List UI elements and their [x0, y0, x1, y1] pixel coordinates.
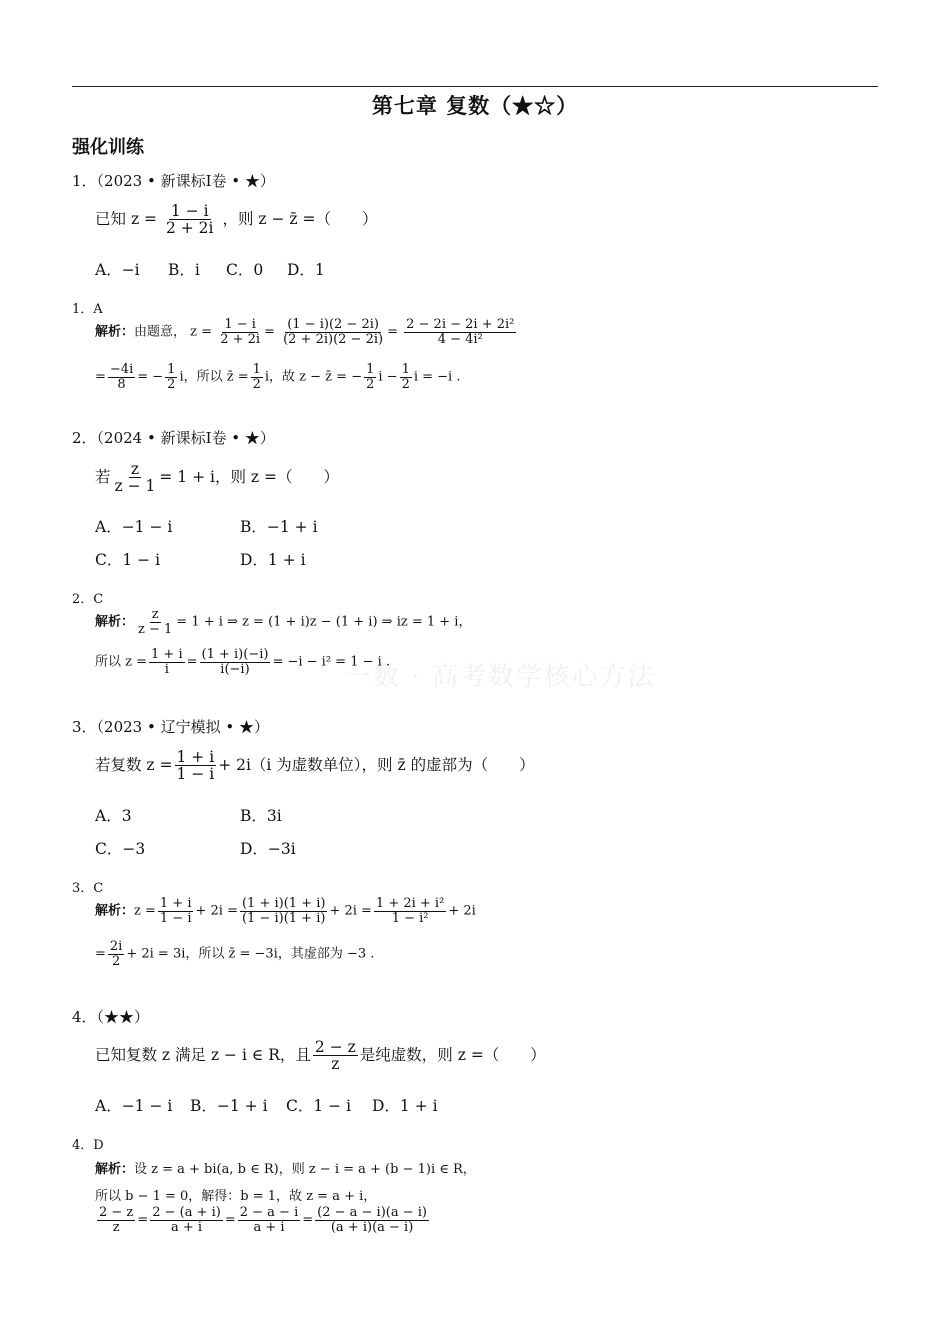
q4-solution-line2: 所以 b − 1 = 0，解得：b = 1，故 z = a + i，	[95, 1189, 377, 1204]
q4-f4n: (2 − a − i)(a − i)	[317, 1205, 427, 1220]
q3-option-a: A．3	[95, 807, 132, 825]
q1-fraction	[164, 203, 216, 237]
q1-solution-line2: = $\frac{-4i}{8}$ = − $\frac{1}{2}$ i，所以 z̄ = $\frac{1}{2}$ i，故 z − z̄ = − $\frac{1}{2}$ i − $\frac{1}{2}$ i = −i .	[95, 362, 461, 392]
section-title: 强化训练	[72, 137, 144, 158]
q2-fraction	[113, 461, 158, 495]
q4-num: 2 − z	[314, 1038, 356, 1056]
q3-f4n: 2i	[109, 939, 123, 954]
q1-sol-label: 解析：	[95, 324, 135, 340]
q1-solution-line1: 解析：由题意， z = $\frac{1 - i}{2 + 2i}$ = $\frac{(1 - i)(2 - 2i)}{(2 + 2i)(2 - 2i)}$ = $\frac{\text{2 − 2i − 2i + 2i²}}{\text{4 − 4i²}}$	[95, 317, 515, 347]
q1-f3d: 4 − 4i²	[437, 331, 483, 347]
q2-tail: = 1 + i，则 z =（ ）	[159, 467, 339, 486]
q2-den: z − 1	[114, 477, 156, 496]
q1-f4n: −4i	[109, 362, 134, 377]
q2-answer: 2．C	[72, 592, 104, 607]
q1-sol2e: i = −i .	[413, 369, 461, 385]
q4-f2d: a + i	[170, 1219, 203, 1235]
watermark: 一数 · 高考数学核心方法	[345, 662, 656, 692]
q4-f1n: 2 − z	[99, 1205, 134, 1220]
q3-sol-frac4	[108, 940, 124, 968]
q3-fraction	[175, 749, 217, 783]
q4-answer: 4．D	[72, 1138, 104, 1153]
q1-answer: 1．A	[72, 302, 103, 317]
q1-f5d: 2	[167, 376, 176, 392]
q1-f8d: 2	[401, 376, 410, 392]
q2-pre: 若	[95, 467, 111, 486]
q2-f2d: i	[164, 661, 169, 677]
q1-option-c: C．0	[226, 261, 264, 279]
q4-stem	[95, 1039, 546, 1073]
q3-sol2-tail: + 2i = 3i，所以 z̄ = −3i，其虚部为 −3 .	[126, 946, 375, 962]
q2-f1d: z − 1	[138, 621, 173, 637]
header-rule	[72, 86, 878, 87]
q1-option-d: D．1	[287, 261, 325, 279]
q1-sol2d: i −	[378, 369, 398, 385]
q3-head: 3．（2023 • 辽宁模拟 • ★）	[72, 718, 269, 736]
q1-sol2a: = −	[137, 369, 164, 385]
q4-solution-line3: $\frac{2 - z}{z}$ = $\frac{2 - (a + i)}{a + i}$ = $\frac{2 - a - i}{a + i}$ = $\frac{(2 - a - i)(a - i)}{(a + i)(a - i)}$	[99, 1205, 427, 1235]
q1-sol-frac1	[218, 318, 262, 346]
q3-sol-frac3	[374, 897, 446, 925]
q3-answer: 3．C	[72, 881, 104, 896]
q1-z: z =	[130, 209, 158, 228]
q1-f4d: 8	[117, 376, 126, 392]
q1-sol-frac2	[281, 318, 385, 346]
q2-option-c: C．1 − i	[95, 551, 161, 569]
q2-sol1-tail: = 1 + i ⇒ z = (1 + i)z − (1 + i) ⇒ iz = 1 + i，	[176, 614, 472, 630]
q2-f3n: (1 + i)(−i)	[201, 647, 269, 662]
q1-f6n: 1	[252, 362, 261, 377]
q2-sol-frac1	[136, 608, 174, 636]
q3-pre: 若复数 z =	[95, 755, 173, 774]
q3-f3n: 1 + 2i + i²	[375, 896, 445, 911]
q3-stem	[95, 749, 535, 783]
q2-head: 2．（2024 • 新课标Ⅰ卷 • ★）	[72, 429, 275, 447]
q1-sol-frac8	[400, 363, 412, 391]
q1-option-a: A．−i	[95, 261, 140, 279]
q1-stem	[95, 203, 377, 237]
q1-sol2c: i，故 z − z̄ = −	[264, 369, 363, 385]
q3-f4d: 2	[111, 953, 121, 969]
q3-solution-line1	[95, 897, 476, 925]
q4-sol1: 设 z = a + bi(a, b ∈ R)，则 z − i = a + (b − 1)i ∈ R，	[134, 1162, 476, 1177]
q3-option-c: C．−3	[95, 840, 146, 858]
q1-option-b: B．i	[168, 261, 200, 279]
q4-sol-frac4	[315, 1206, 429, 1234]
q3-m2: + 2i =	[329, 903, 372, 919]
q3-f3d: 1 − i²	[391, 910, 429, 926]
q1-sol-z: z =	[190, 324, 213, 340]
q1-head: 1．（2023 • 新课标Ⅰ卷 • ★）	[72, 172, 275, 190]
q3-f2n: (1 + i)(1 + i)	[241, 896, 326, 911]
q2-sol-label: 解析：	[95, 614, 135, 630]
q1-sol-frac4	[108, 363, 135, 391]
q4-sol-frac2	[150, 1206, 223, 1234]
q4-f2n: 2 − (a + i)	[152, 1205, 221, 1220]
q3-f2d: (1 − i)(1 + i)	[241, 910, 326, 926]
q4-option-d: D．1 + i	[372, 1097, 438, 1115]
q4-tail: 是纯虚数，则 z =（ ）	[359, 1045, 546, 1064]
page-title: 第七章 复数（★☆）	[371, 93, 579, 118]
q4-f1d: z	[112, 1219, 120, 1235]
q3-den: 1 − i	[176, 765, 215, 784]
q1-sol2b: i，所以 z̄ =	[179, 369, 249, 385]
q2-option-a: A．−1 − i	[95, 518, 173, 536]
q2-option-b: B．−1 + i	[240, 518, 318, 536]
q1-pre: 已知	[95, 209, 127, 228]
q1-sol-frac6	[251, 363, 263, 391]
q3-option-d: D．−3i	[240, 840, 296, 858]
q3-sol-frac2	[240, 897, 327, 925]
q1-sol-frac3	[404, 318, 516, 346]
q2-sol-frac2	[149, 648, 185, 676]
q1-den: 2 + 2i	[165, 219, 214, 238]
q2-option-d: D．1 + i	[240, 551, 306, 569]
q2-stem	[95, 461, 339, 495]
q3-m1: + 2i =	[195, 903, 238, 919]
q1-tail: ，则 z − z̄ =（ ）	[222, 209, 378, 228]
q2-f1n: z	[151, 607, 159, 622]
q4-pre: 已知复数 z 满足 z − i ∈ R，且	[95, 1045, 311, 1064]
q4-f3n: 2 − a − i	[239, 1205, 299, 1220]
q3-solution-line2: = $\frac{2i}{2}$ + 2i = 3i，所以 z̄ = −3i，其虚部为 −3 .	[95, 939, 375, 969]
q1-f1d: 2 + 2i	[220, 331, 261, 347]
q4-sol-frac3	[238, 1206, 301, 1234]
q2-solution-line2: 所以 z = $\frac{1 + i}{i}$ = $\frac{(1 + i)(-i)}{i(-i)}$ = −i − i² = 1 − i .	[95, 647, 391, 677]
q4-solution-line1	[95, 1158, 476, 1177]
q4-f4d: (a + i)(a − i)	[330, 1219, 414, 1235]
q1-f2d: (2 + 2i)(2 − 2i)	[283, 331, 384, 347]
q4-head: 4．（★★）	[72, 1008, 150, 1026]
q3-f1n: 1 + i	[159, 896, 192, 911]
q3-sol-z: z =	[134, 903, 156, 919]
q2-num: z	[130, 460, 140, 478]
q3-tail: + 2i（i 为虚数单位），则 z̄ 的虚部为（ ）	[218, 755, 535, 774]
q2-f3d: i(−i)	[220, 661, 250, 677]
q3-option-b: B．3i	[240, 807, 282, 825]
q1-sol-pre: 由题意，	[134, 324, 187, 340]
q3-f1d: 1 − i	[159, 910, 192, 926]
q1-sol-frac7	[364, 363, 376, 391]
q4-f3d: a + i	[253, 1219, 285, 1235]
q3-m3: + 2i	[448, 903, 476, 919]
q1-f8n: 1	[401, 362, 410, 377]
q1-f7d: 2	[366, 376, 375, 392]
q1-f6d: 2	[252, 376, 261, 392]
q1-f1n: 1 − i	[224, 317, 256, 332]
q1-sol-frac5	[165, 363, 177, 391]
q2-f2n: 1 + i	[151, 647, 183, 662]
q4-den: z	[331, 1055, 340, 1074]
q1-f3n: 2 − 2i − 2i + 2i²	[406, 317, 515, 332]
q2-solution-line1	[95, 608, 471, 636]
q2-sol-frac3	[200, 648, 271, 676]
q1-f5n: 1	[167, 362, 176, 377]
q4-sol-label: 解析：	[95, 1162, 135, 1177]
q1-num: 1 − i	[170, 202, 209, 220]
q4-option-b: B．−1 + i	[190, 1097, 268, 1115]
q3-sol-label: 解析：	[95, 903, 135, 919]
q3-num: 1 + i	[176, 748, 215, 766]
q1-f2n: (1 − i)(2 − 2i)	[287, 317, 379, 332]
q4-option-c: C．1 − i	[286, 1097, 352, 1115]
q2-sol2-pre: 所以 z =	[95, 654, 148, 670]
q1-f7n: 1	[366, 362, 375, 377]
q4-sol-frac1	[97, 1206, 135, 1234]
q3-sol-frac1	[158, 897, 194, 925]
q2-sol2-tail: = −i − i² = 1 − i .	[272, 654, 391, 670]
q4-fraction	[313, 1039, 358, 1073]
q4-option-a: A．−1 − i	[95, 1097, 173, 1115]
